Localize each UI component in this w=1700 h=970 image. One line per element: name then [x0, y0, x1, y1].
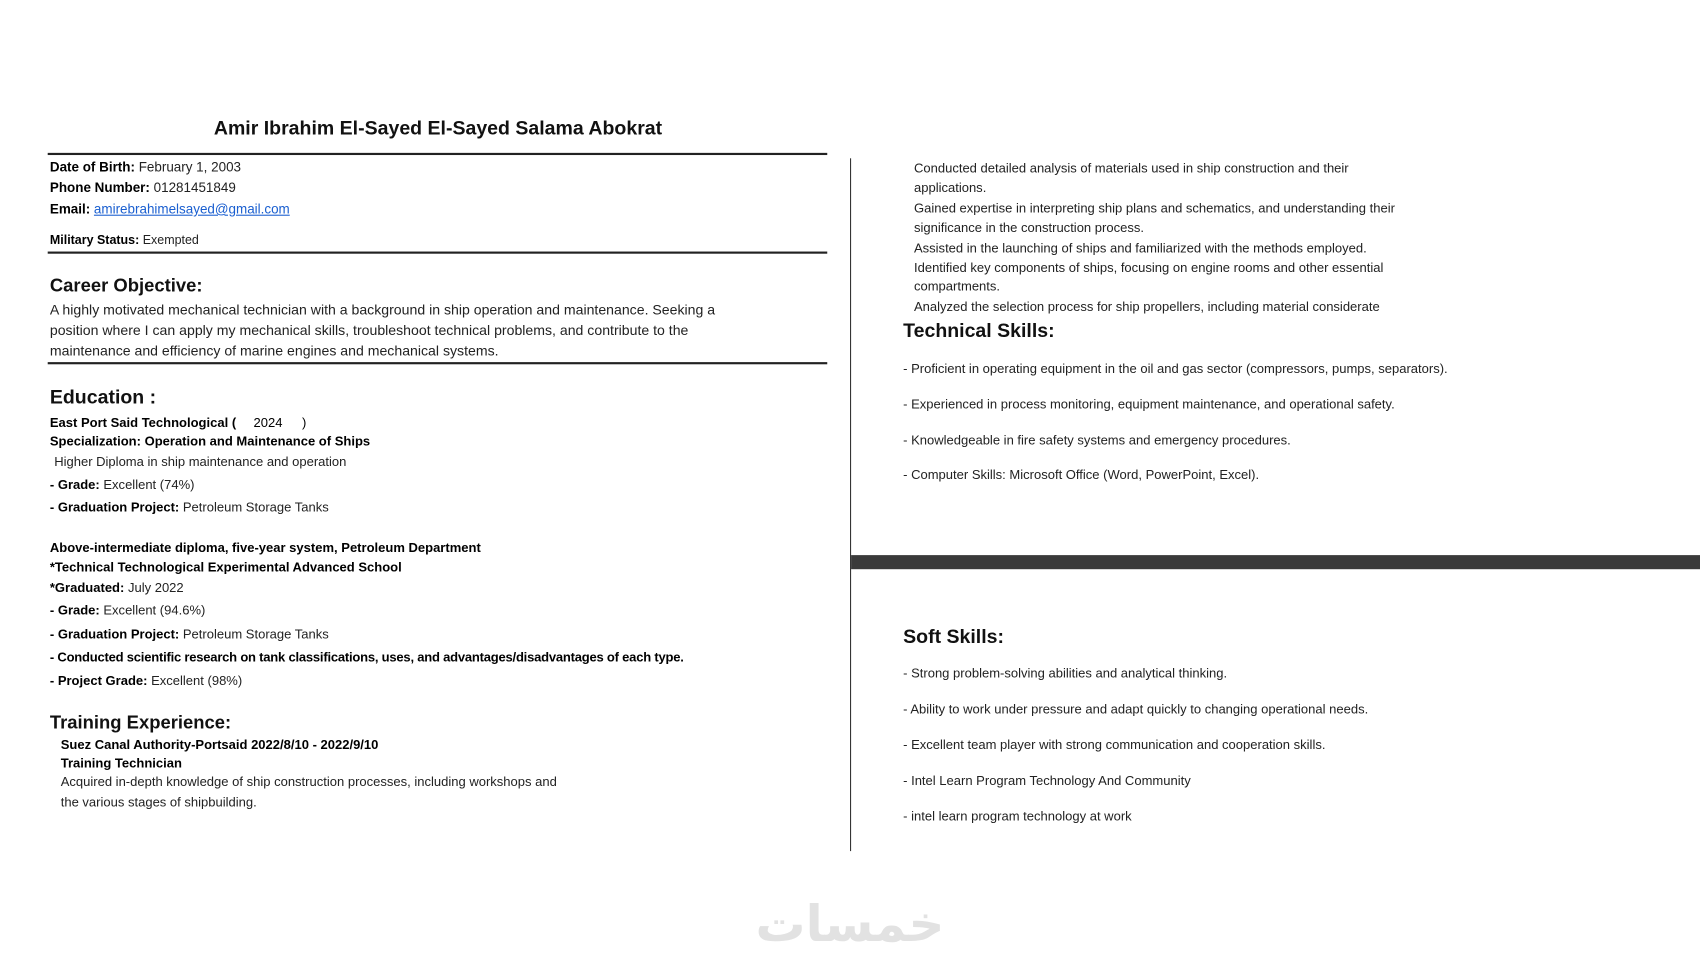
career-title: Career Objective:: [49, 275, 203, 296]
dob-label: Date of Birth:: [49, 159, 135, 175]
technical-item: - Experienced in process monitoring, equipment maintenance, and operational safety.: [903, 396, 1395, 412]
phone-value: 01281451849: [149, 179, 236, 196]
grade-value: Excellent (94.6%): [99, 602, 206, 618]
page-separator: [851, 555, 1700, 569]
career-line: maintenance and efficiency of marine engines and mechanical systems.: [49, 342, 499, 359]
military-line: [50, 233, 199, 249]
column-divider: [850, 158, 851, 851]
email-link[interactable]: amirebrahimelsayed@gmail.com: [93, 201, 290, 217]
project-grade: [50, 673, 242, 689]
training-org: Suez Canal Authority-Portsaid 2022/8/10 - 2022/9/10: [60, 737, 379, 753]
specialization: Specialization: Operation and Maintenance of Ships: [49, 433, 371, 449]
project-grade-value: Excellent (98%): [147, 673, 243, 689]
diploma: Higher Diploma in ship maintenance and operation: [54, 454, 347, 470]
grade-label: - Grade:: [49, 602, 100, 618]
grade1: [50, 477, 195, 493]
training-line: Gained expertise in interpreting ship plans and schematics, and understanding their: [913, 200, 1395, 216]
school2: *Technical Technological Experimental Advanced School: [49, 559, 402, 575]
project-grade-label: - Project Grade:: [49, 673, 148, 689]
email-label: Email:: [49, 201, 91, 217]
divider: [48, 252, 828, 254]
resume-name: Amir Ibrahim El-Sayed El-Sayed Salama Abokrat: [213, 117, 663, 139]
training-line: the various stages of shipbuilding.: [60, 794, 257, 810]
project-value: Petroleum Storage Tanks: [179, 626, 329, 642]
grade-value: Excellent (74%): [99, 477, 195, 493]
email-line: [50, 202, 290, 218]
research: - Conducted scientific research on tank classifications, uses, and advantages/disadvantages of each type.: [49, 649, 684, 665]
training-line: Identified key components of ships, focusing on engine rooms and other essential: [913, 260, 1384, 276]
career-line: A highly motivated mechanical technician with a background in ship operation and maintenance. Seeking a: [49, 301, 716, 318]
watermark-logo: خمسات: [755, 894, 945, 954]
school1-year: 2024: [253, 415, 283, 431]
career-line: position where I can apply my mechanical skills, troubleshoot technical problems, and contribute to the: [49, 322, 689, 339]
soft-item: - Ability to work under pressure and adapt quickly to changing operational needs.: [903, 701, 1369, 717]
training-line: applications.: [913, 179, 987, 196]
training-line: Assisted in the launching of ships and familiarized with the methods employed.: [913, 240, 1367, 256]
diploma2: Above-intermediate diploma, five-year system, Petroleum Department: [49, 539, 481, 556]
school1-name: East Port Said Technological (: [49, 415, 237, 431]
paren: ): [301, 415, 307, 431]
school1: [50, 415, 306, 431]
soft-item: - Strong problem-solving abilities and analytical thinking.: [903, 665, 1228, 681]
soft-title: Soft Skills:: [903, 625, 1004, 648]
phone-label: Phone Number:: [49, 179, 150, 196]
project-label: - Graduation Project:: [49, 499, 180, 515]
project2: [50, 627, 329, 643]
graduated: [50, 580, 184, 596]
grade-label: - Grade:: [49, 477, 100, 493]
project-value: Petroleum Storage Tanks: [179, 499, 329, 515]
training-line: significance in the construction process.: [913, 220, 1144, 236]
training-role: Training Technician: [60, 755, 182, 771]
training-line: compartments.: [913, 278, 1001, 294]
divider: [48, 362, 828, 364]
soft-item: - Excellent team player with strong communication and cooperation skills.: [903, 737, 1326, 753]
soft-item: - Intel Learn Program Technology And Community: [903, 773, 1191, 789]
grade2: [50, 603, 205, 619]
technical-title: Technical Skills:: [903, 319, 1055, 342]
dob-value: February 1, 2003: [134, 159, 242, 175]
graduated-value: July 2022: [124, 580, 184, 596]
training-line: Acquired in-depth knowledge of ship construction processes, including workshops and: [60, 774, 557, 790]
divider: [48, 153, 828, 155]
project-label: - Graduation Project:: [49, 626, 180, 642]
technical-item: - Proficient in operating equipment in the oil and gas sector (compressors, pumps, separators).: [903, 361, 1448, 377]
military-value: Exempted: [139, 234, 199, 248]
technical-item: - Knowledgeable in fire safety systems and emergency procedures.: [903, 432, 1291, 448]
graduated-label: *Graduated:: [49, 580, 125, 596]
soft-item: - intel learn program technology at work: [903, 808, 1132, 824]
phone-line: [50, 180, 236, 196]
education-title: Education :: [49, 385, 157, 408]
dob-line: [50, 159, 241, 175]
military-label: Military Status:: [49, 234, 140, 248]
technical-item: - Computer Skills: Microsoft Office (Word, PowerPoint, Excel).: [903, 467, 1260, 483]
training-line: Conducted detailed analysis of materials used in ship construction and their: [913, 160, 1349, 176]
training-title: Training Experience:: [49, 712, 232, 733]
project1: [50, 500, 329, 516]
training-line: Analyzed the selection process for ship propellers, including material considerate: [913, 299, 1380, 315]
